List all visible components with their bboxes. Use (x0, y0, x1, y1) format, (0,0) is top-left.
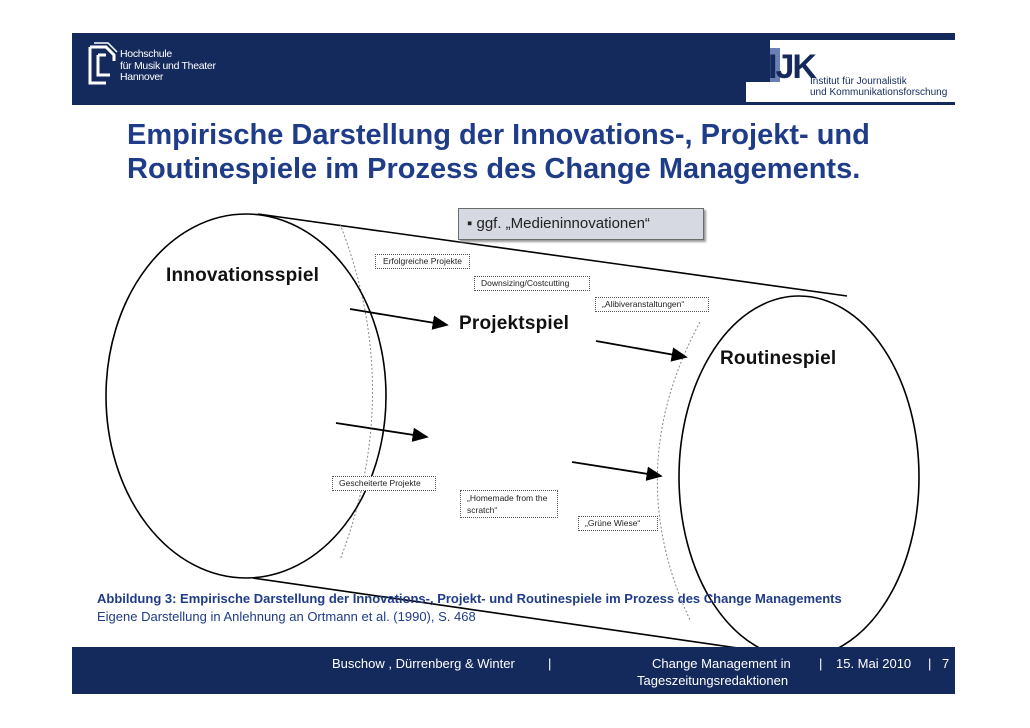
figure-caption-source: Eigene Darstellung in Anlehnung an Ortmann et al. (1990), S. 468 (97, 609, 476, 624)
footer-separator-1: | (548, 656, 552, 671)
routinespiel-label: Routinespiel (720, 348, 837, 369)
arrow-project-to-routine (596, 341, 686, 357)
innovationsspiel-label: Innovationsspiel (166, 265, 320, 286)
title-line-2: Routinespiele im Prozess des Change Managements. (127, 153, 861, 185)
tag-alibiveranstaltungen: „Alibiveranstaltungen“ (595, 297, 709, 312)
figure-caption (97, 590, 842, 626)
footer-topic-line-2: Tageszeitungsredaktionen (637, 673, 789, 688)
footer-bar (72, 647, 955, 694)
arrow-lower-right (572, 462, 661, 476)
tag-gruene-wiese: „Grüne Wiese“ (578, 516, 658, 531)
footer-date: 15. Mai 2010 (836, 656, 912, 671)
footer-authors: Buschow , Dürrenberg & Winter (332, 656, 515, 671)
ijk-logo-letters: IJK (768, 48, 815, 86)
tag-erfolgreiche-projekte: Erfolgreiche Projekte (375, 254, 470, 269)
ijk-logo-text: Institut für Journalistik und Kommunikationsforschung (810, 76, 948, 98)
figure-caption-title: Abbildung 3: Empirische Darstellung der Innovations-, Projekt- und Routinespiele im Prozess des Change Managements (97, 591, 842, 606)
tag-homemade: „Homemade from the scratch“ (460, 490, 558, 518)
footer-separator-3: | (928, 656, 932, 671)
title-line-1: Empirische Darstellung der Innovations-, Projekt- und (127, 119, 870, 151)
projektspiel-label: Projektspiel (459, 313, 570, 334)
footer-page-number: 7 (942, 656, 950, 671)
footer-separator-2: | (819, 656, 823, 671)
footer-topic-line-1: Change Management in (652, 656, 791, 671)
tag-gescheiterte-projekte: Gescheiterte Projekte (332, 476, 436, 491)
medieninnovationen-callout: ▪ ggf. „Medieninnovationen“ (458, 208, 704, 240)
tag-downsizing: Downsizing/Costcutting (474, 276, 590, 291)
hmtm-logo-text: Hochschule für Musik und Theater Hannover (120, 48, 216, 83)
